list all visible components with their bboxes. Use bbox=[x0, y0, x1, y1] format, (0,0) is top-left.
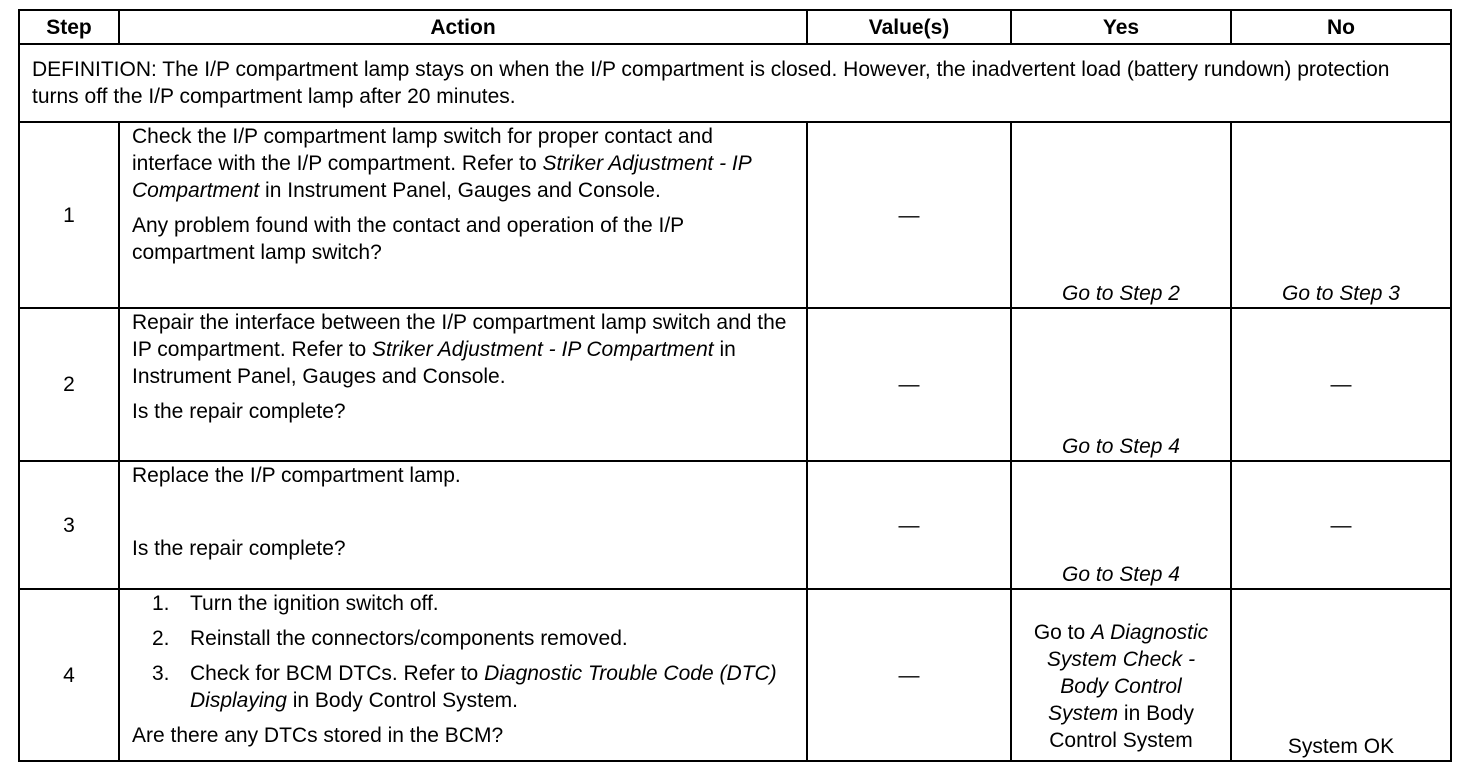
header-yes: Yes bbox=[1011, 10, 1231, 44]
action-cell bbox=[119, 461, 807, 589]
action-question: Any problem found with the contact and operation of the I/P compartment lamp switch? bbox=[132, 214, 684, 264]
action-text: Check the I/P compartment lamp switch for proper contact and interface with the I/P compartment. Refer to Striker Adjustment - IP Compartment in Instrument Panel, Gauges and Console. bbox=[132, 125, 751, 202]
action-text: Replace the I/P compartment lamp. bbox=[132, 464, 461, 487]
yes-goto: Go to Step 2 bbox=[1062, 282, 1180, 305]
action-cell bbox=[119, 308, 807, 461]
yes-cell bbox=[1011, 122, 1231, 308]
header-row bbox=[19, 10, 1451, 44]
substep-list bbox=[132, 590, 794, 714]
table-row bbox=[19, 461, 1451, 589]
substep-item: 3. Check for BCM DTCs. Refer to Diagnostic Trouble Code (DTC) Displaying in Body Control System. bbox=[152, 662, 777, 712]
diagnostic-table bbox=[18, 9, 1452, 762]
yes-goto: Go to Step 4 bbox=[1062, 563, 1180, 586]
yes-goto: Go to Step 4 bbox=[1062, 435, 1180, 458]
header-action: Action bbox=[119, 10, 807, 44]
no-cell: System OK bbox=[1231, 589, 1451, 761]
value-cell: — bbox=[807, 461, 1011, 589]
action-question: Are there any DTCs stored in the BCM? bbox=[132, 724, 504, 747]
value-cell: — bbox=[807, 308, 1011, 461]
step-number: 2 bbox=[19, 308, 119, 461]
table-row bbox=[19, 589, 1451, 761]
definition-text: DEFINITION: The I/P compartment lamp stays on when the I/P compartment is closed. However, the inadvertent load (battery rundown) protection turns off the I/P compartment lamp after 20 minutes. bbox=[19, 44, 1451, 122]
yes-cell bbox=[1011, 308, 1231, 461]
header-step: Step bbox=[19, 10, 119, 44]
header-no: No bbox=[1231, 10, 1451, 44]
no-cell: — bbox=[1231, 308, 1451, 461]
reference-link: A Diagnostic System Check - Body Control System bbox=[1046, 621, 1209, 725]
table-row bbox=[19, 308, 1451, 461]
yes-cell bbox=[1011, 461, 1231, 589]
step-number: 3 bbox=[19, 461, 119, 589]
reference-link: Striker Adjustment - IP Compartment bbox=[372, 338, 714, 361]
step-number: 1 bbox=[19, 122, 119, 308]
action-question: Is the repair complete? bbox=[132, 400, 346, 423]
reference-link: Diagnostic Trouble Code (DTC) Displaying bbox=[190, 662, 777, 712]
yes-cell: Go to A Diagnostic System Check - Body Control System in Body Control System bbox=[1011, 589, 1231, 761]
substep-item: 1. Turn the ignition switch off. bbox=[152, 592, 439, 615]
no-goto: Go to Step 3 bbox=[1282, 282, 1400, 305]
action-cell bbox=[119, 589, 807, 761]
action-question: Is the repair complete? bbox=[132, 537, 346, 560]
value-cell: — bbox=[807, 122, 1011, 308]
table-row bbox=[19, 122, 1451, 308]
no-cell: — bbox=[1231, 461, 1451, 589]
no-cell bbox=[1231, 122, 1451, 308]
action-text: Repair the interface between the I/P compartment lamp switch and the IP compartment. Refer to Striker Adjustment - IP Compartment in Instrument Panel, Gauges and Console. bbox=[132, 311, 787, 388]
value-cell: — bbox=[807, 589, 1011, 761]
step-number: 4 bbox=[19, 589, 119, 761]
definition-row bbox=[19, 44, 1451, 122]
substep-item: 2. Reinstall the connectors/components removed. bbox=[152, 627, 628, 650]
reference-link: Striker Adjustment - IP Compartment bbox=[132, 152, 751, 202]
header-values: Value(s) bbox=[807, 10, 1011, 44]
action-cell bbox=[119, 122, 807, 308]
